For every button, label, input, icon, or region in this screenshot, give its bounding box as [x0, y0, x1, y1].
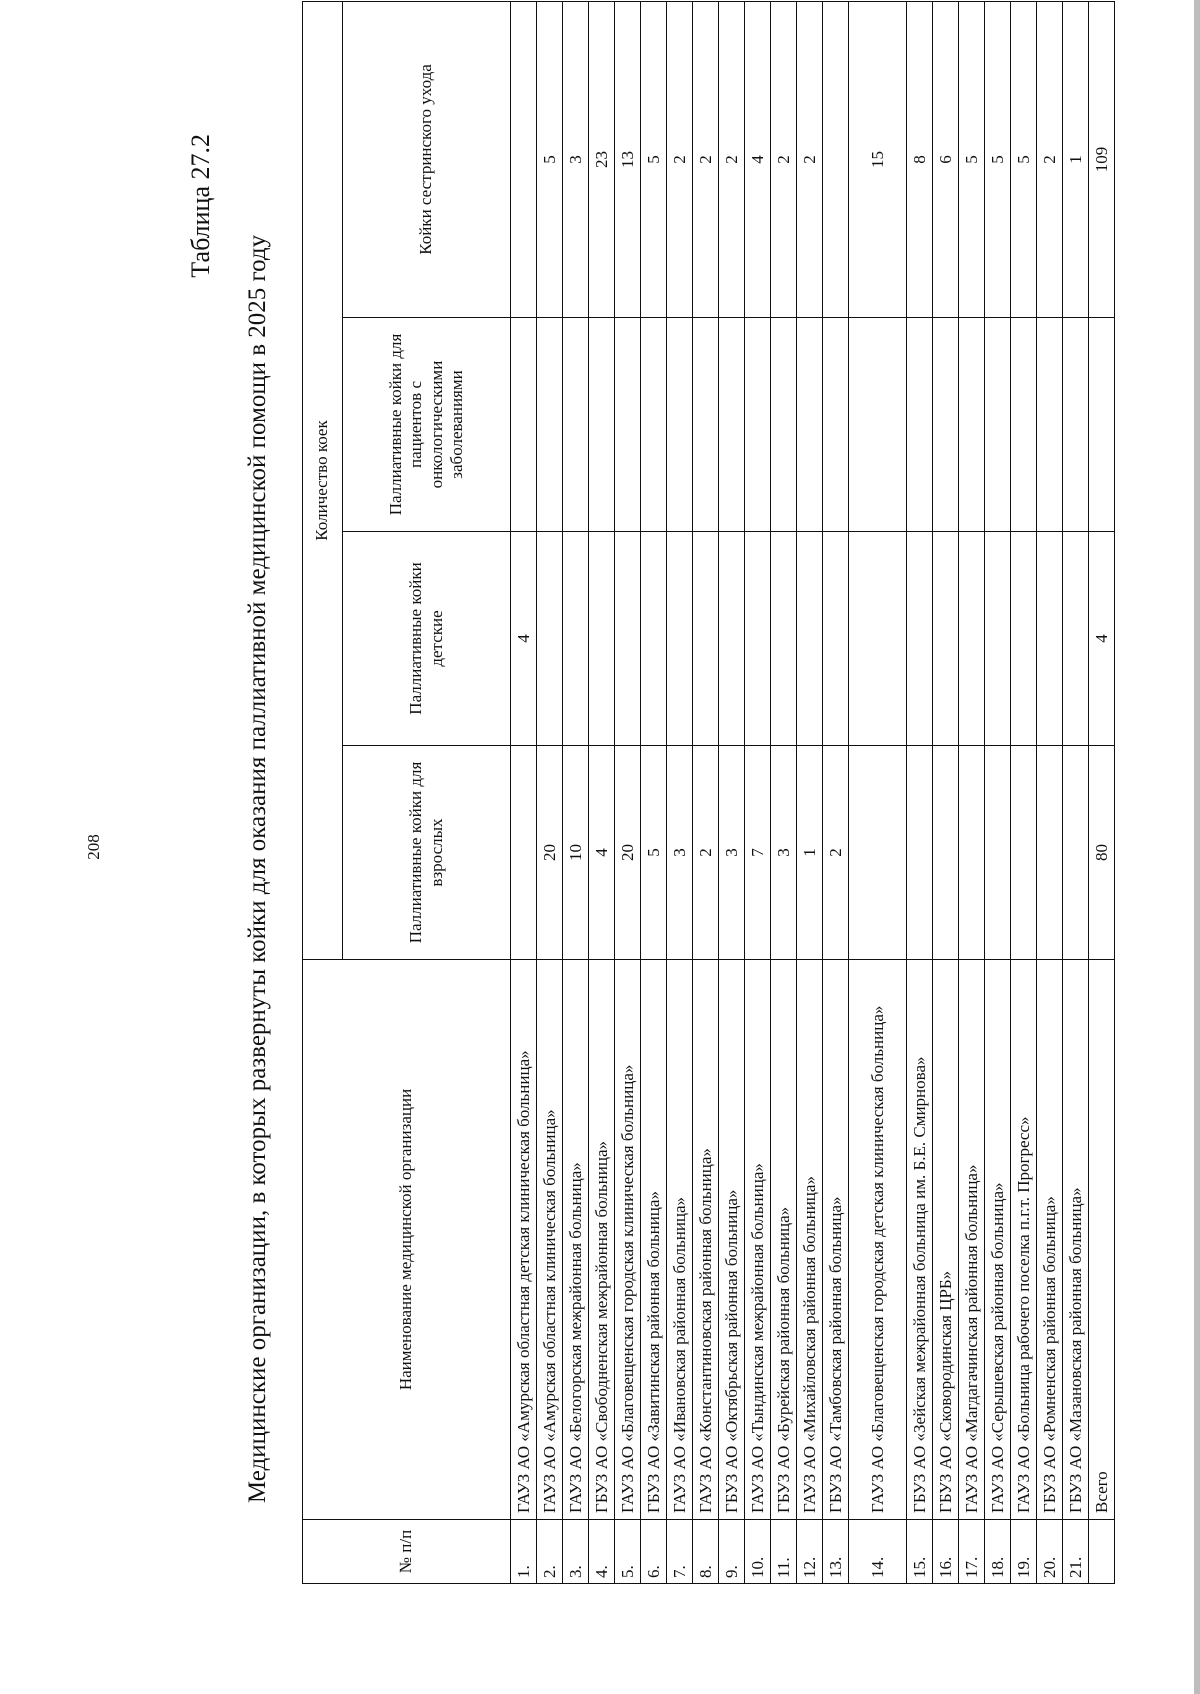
children-palliative-beds — [907, 532, 933, 746]
nursing-care-beds: 6 — [933, 1, 959, 317]
organization-name: ГБУЗ АО «Завитинская районная больница» — [641, 960, 667, 1520]
header-adult-palliative: Паллиативные койки для взрослых — [343, 746, 511, 960]
nursing-care-beds — [511, 1, 537, 317]
row-number: 5. — [615, 1520, 641, 1584]
total-nursing-care: 109 — [1089, 1, 1115, 317]
row-number: 7. — [667, 1520, 693, 1584]
table-row — [537, 1, 563, 1583]
adult-palliative-beds — [1063, 746, 1089, 960]
nursing-care-beds: 4 — [745, 1, 771, 317]
children-palliative-beds — [667, 532, 693, 746]
header-row-group — [303, 1, 343, 1583]
oncology-palliative-beds — [823, 318, 849, 532]
table-row — [641, 1, 667, 1583]
children-palliative-beds — [563, 532, 589, 746]
row-number: 2. — [537, 1520, 563, 1584]
adult-palliative-beds — [1037, 746, 1063, 960]
row-number: 6. — [641, 1520, 667, 1584]
nursing-care-beds: 5 — [985, 1, 1011, 317]
organization-name: ГБУЗ АО «Сковородинская ЦРБ» — [933, 960, 959, 1520]
table-row — [771, 1, 797, 1583]
oncology-palliative-beds — [589, 318, 615, 532]
nursing-care-beds: 13 — [615, 1, 641, 317]
adult-palliative-beds: 20 — [537, 746, 563, 960]
table-body — [511, 1, 1115, 1583]
table-row — [615, 1, 641, 1583]
table-row — [693, 1, 719, 1583]
children-palliative-beds — [823, 532, 849, 746]
children-palliative-beds — [797, 532, 823, 746]
nursing-care-beds: 5 — [1011, 1, 1037, 317]
oncology-palliative-beds — [745, 318, 771, 532]
adult-palliative-beds — [1011, 746, 1037, 960]
children-palliative-beds — [693, 532, 719, 746]
document-title: Медицинские организации, в которых развернуты койки для оказания паллиативной медицинской помощи в 2025 году — [244, 234, 271, 1504]
oncology-palliative-beds — [985, 318, 1011, 532]
oncology-palliative-beds — [563, 318, 589, 532]
organization-name: ГБУЗ АО «Октябрьская районная больница» — [719, 960, 745, 1520]
nursing-care-beds: 3 — [563, 1, 589, 317]
oncology-palliative-beds — [1011, 318, 1037, 532]
organization-name: ГБУЗ АО «Мазановская районная больница» — [1063, 960, 1089, 1520]
oncology-palliative-beds — [693, 318, 719, 532]
adult-palliative-beds: 3 — [719, 746, 745, 960]
nursing-care-beds: 15 — [849, 1, 907, 317]
nursing-care-beds: 2 — [797, 1, 823, 317]
adult-palliative-beds: 1 — [797, 746, 823, 960]
organization-name: ГАУЗ АО «Тындинская межрайонная больница» — [745, 960, 771, 1520]
table-row — [849, 1, 907, 1583]
children-palliative-beds — [641, 532, 667, 746]
row-number: 19. — [1011, 1520, 1037, 1584]
children-palliative-beds: 4 — [511, 532, 537, 746]
total-children-palliative: 4 — [1089, 532, 1115, 746]
organization-name: ГБУЗ АО «Тамбовская районная больница» — [823, 960, 849, 1520]
header-bed-count-group: Количество коек — [303, 1, 343, 959]
nursing-care-beds: 2 — [771, 1, 797, 317]
nursing-care-beds: 5 — [959, 1, 985, 317]
organization-name: ГБУЗ АО «Зейская межрайонная больница им. Б.Е. Смирнова» — [907, 960, 933, 1520]
row-number: 8. — [693, 1520, 719, 1584]
table-row — [1011, 1, 1037, 1583]
oncology-palliative-beds — [615, 318, 641, 532]
organization-name: ГАУЗ АО «Ивановская районная больница» — [667, 960, 693, 1520]
oncology-palliative-beds — [797, 318, 823, 532]
table-row — [797, 1, 823, 1583]
organization-name: ГАУЗ АО «Магдагачинская районная больница» — [959, 960, 985, 1520]
row-number: 10. — [745, 1520, 771, 1584]
adult-palliative-beds: 3 — [667, 746, 693, 960]
row-number: 16. — [933, 1520, 959, 1584]
total-label: Всего — [1089, 960, 1115, 1520]
adult-palliative-beds: 4 — [589, 746, 615, 960]
adult-palliative-beds: 2 — [823, 746, 849, 960]
total-oncology-palliative — [1089, 318, 1115, 532]
table-row — [589, 1, 615, 1583]
adult-palliative-beds — [907, 746, 933, 960]
children-palliative-beds — [1037, 532, 1063, 746]
nursing-care-beds: 23 — [589, 1, 615, 317]
oncology-palliative-beds — [719, 318, 745, 532]
oncology-palliative-beds — [933, 318, 959, 532]
children-palliative-beds — [1011, 532, 1037, 746]
organization-name: ГБУЗ АО «Бурейская районная больница» — [771, 960, 797, 1520]
row-number: 17. — [959, 1520, 985, 1584]
table-row — [1037, 1, 1063, 1583]
oncology-palliative-beds — [511, 318, 537, 532]
adult-palliative-beds: 10 — [563, 746, 589, 960]
organization-name: ГАУЗ АО «Константиновская районная больница» — [693, 960, 719, 1520]
table-row — [933, 1, 959, 1583]
nursing-care-beds — [823, 1, 849, 317]
children-palliative-beds — [719, 532, 745, 746]
table-label: Таблица 27.2 — [186, 134, 215, 278]
organization-name: ГБУЗ АО «Свободненская межрайонная больница» — [589, 960, 615, 1520]
row-number: 13. — [823, 1520, 849, 1584]
organization-name: ГАУЗ АО «Амурская областная детская клиническая больница» — [511, 960, 537, 1520]
table-row — [985, 1, 1011, 1583]
table-row — [823, 1, 849, 1583]
children-palliative-beds — [849, 532, 907, 746]
adult-palliative-beds: 3 — [771, 746, 797, 960]
adult-palliative-beds: 20 — [615, 746, 641, 960]
adult-palliative-beds: 7 — [745, 746, 771, 960]
table-row — [563, 1, 589, 1583]
row-number: 3. — [563, 1520, 589, 1584]
children-palliative-beds — [771, 532, 797, 746]
nursing-care-beds: 2 — [667, 1, 693, 317]
children-palliative-beds — [933, 532, 959, 746]
children-palliative-beds — [589, 532, 615, 746]
total-adult-palliative: 80 — [1089, 746, 1115, 960]
adult-palliative-beds — [959, 746, 985, 960]
organization-name: ГАУЗ АО «Амурская областная клиническая больница» — [537, 960, 563, 1520]
children-palliative-beds — [1063, 532, 1089, 746]
adult-palliative-beds — [849, 746, 907, 960]
children-palliative-beds — [745, 532, 771, 746]
organization-name: ГАУЗ АО «Михайловская районная больница» — [797, 960, 823, 1520]
header-nursing-care: Койки сестринского ухода — [343, 1, 511, 317]
table-row — [1063, 1, 1089, 1583]
children-palliative-beds — [985, 532, 1011, 746]
oncology-palliative-beds — [667, 318, 693, 532]
table-row — [667, 1, 693, 1583]
table-row — [511, 1, 537, 1583]
row-number: 1. — [511, 1520, 537, 1584]
organization-name: ГАУЗ АО «Серышевская районная больница» — [985, 960, 1011, 1520]
oncology-palliative-beds — [849, 318, 907, 532]
row-number: 20. — [1037, 1520, 1063, 1584]
adult-palliative-beds: 5 — [641, 746, 667, 960]
page-number: 208 — [84, 834, 103, 860]
nursing-care-beds: 2 — [719, 1, 745, 317]
organization-name: ГАУЗ АО «Благовещенская городская клиническая больница» — [615, 960, 641, 1520]
table-row — [745, 1, 771, 1583]
adult-palliative-beds: 2 — [693, 746, 719, 960]
nursing-care-beds: 1 — [1063, 1, 1089, 317]
oncology-palliative-beds — [907, 318, 933, 532]
header-organization: Наименование медицинской организации — [303, 960, 511, 1520]
row-number: 4. — [589, 1520, 615, 1584]
table-row — [719, 1, 745, 1583]
oncology-palliative-beds — [537, 318, 563, 532]
oncology-palliative-beds — [641, 318, 667, 532]
organization-name: ГАУЗ АО «Больница рабочего поселка п.г.т. Прогресс» — [1011, 960, 1037, 1520]
beds-table — [302, 1, 1115, 1584]
oncology-palliative-beds — [771, 318, 797, 532]
header-oncology-palliative: Паллиативные койки для пациентов с онкологическими заболеваниями — [343, 318, 511, 532]
row-number: 18. — [985, 1520, 1011, 1584]
table-row — [959, 1, 985, 1583]
nursing-care-beds: 2 — [693, 1, 719, 317]
nursing-care-beds: 5 — [537, 1, 563, 317]
oncology-palliative-beds — [1037, 318, 1063, 532]
organization-name: ГБУЗ АО «Ромненская районная больница» — [1037, 960, 1063, 1520]
row-number: 21. — [1063, 1520, 1089, 1584]
row-number: 12. — [797, 1520, 823, 1584]
children-palliative-beds — [615, 532, 641, 746]
oncology-palliative-beds — [959, 318, 985, 532]
adult-palliative-beds — [985, 746, 1011, 960]
row-number: 9. — [719, 1520, 745, 1584]
row-number: 15. — [907, 1520, 933, 1584]
adult-palliative-beds — [933, 746, 959, 960]
children-palliative-beds — [537, 532, 563, 746]
nursing-care-beds: 2 — [1037, 1, 1063, 317]
organization-name: ГАУЗ АО «Благовещенская городская детская клиническая больница» — [849, 960, 907, 1520]
adult-palliative-beds — [511, 746, 537, 960]
organization-name: ГАУЗ АО «Белогорская межрайонная больница» — [563, 960, 589, 1520]
children-palliative-beds — [959, 532, 985, 746]
header-children-palliative: Паллиативные койки детские — [343, 532, 511, 746]
row-number: 14. — [849, 1520, 907, 1584]
nursing-care-beds: 5 — [641, 1, 667, 317]
total-row — [1089, 1, 1115, 1583]
table-row — [907, 1, 933, 1583]
row-number: 11. — [771, 1520, 797, 1584]
nursing-care-beds: 8 — [907, 1, 933, 317]
total-number-cell — [1089, 1520, 1115, 1584]
header-number: № п/п — [303, 1520, 511, 1584]
oncology-palliative-beds — [1063, 318, 1089, 532]
